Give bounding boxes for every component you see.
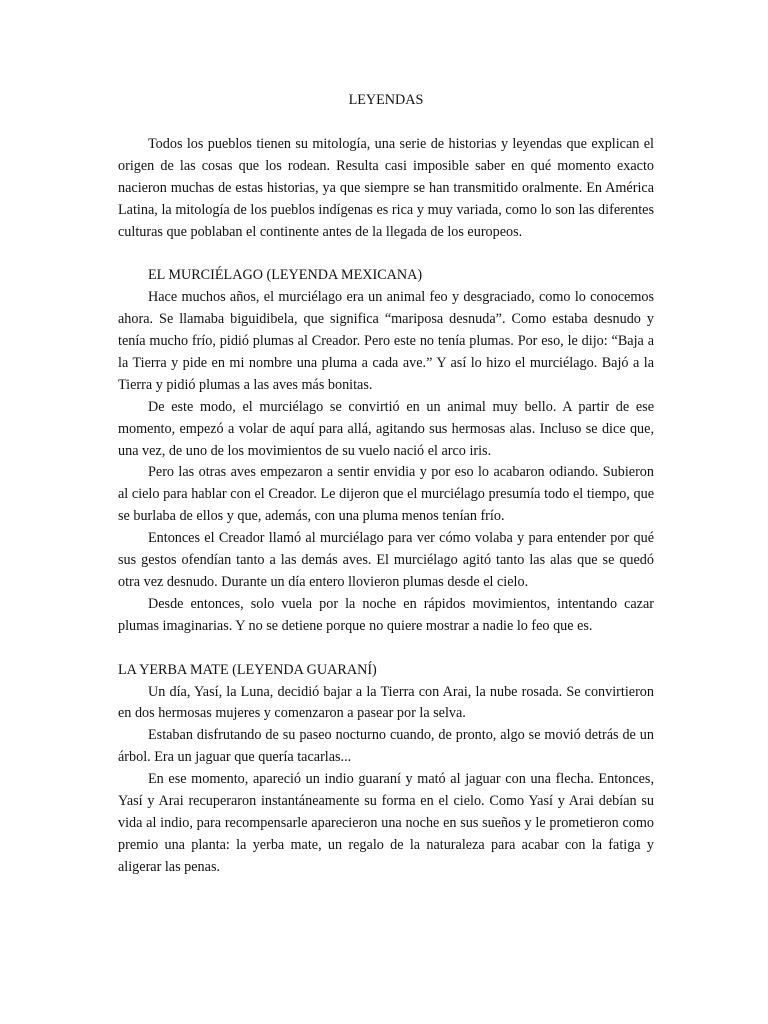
section-spacer	[118, 638, 654, 660]
section-heading-murcielago: EL MURCIÉLAGO (LEYENDA MEXICANA)	[148, 267, 423, 284]
document-page	[118, 90, 654, 879]
murcielago-paragraph-1: Hace muchos años, el murciélago era un animal feo y desgraciado, como lo conocemos ahora. Se llamaba biguidibela, que significa “mariposa desnuda”. Como estaba desnudo y tenía mucho frío, pidió plumas al Creador. Pero este no tenía plumas. Por eso, le dijo: “Baja a la Tierra y pide en mi nombre una pluma a cada ave.” Y así lo hizo el murciélago. Bajó a la Tierra y pidió plumas a las aves más bonitas.	[118, 289, 654, 393]
murcielago-paragraph-4: Entonces el Creador llamó al murciélago para ver cómo volaba y para entender por qué sus gestos ofendían tanto a las demás aves. El murciélago agitó tanto las alas que se quedó otra vez desnudo. Durante un día entero llovieron plumas desde el cielo.	[118, 530, 654, 591]
yerba-mate-paragraph-2: Estaban disfrutando de su paseo nocturno cuando, de pronto, algo se movió detrás de un árbol. Era un jaguar que quería tacarlas...	[118, 727, 654, 766]
murcielago-paragraph-2: De este modo, el murciélago se convirtió en un animal muy bello. A partir de ese momento, empezó a volar de aquí para allá, agitando sus hermosas alas. Incluso se dice que, una vez, de uno de los movimientos de su vuelo nació el arco iris.	[118, 398, 654, 459]
yerba-mate-paragraph-1: Un día, Yasí, la Luna, decidió bajar a la Tierra con Arai, la nube rosada. Se convirtieron en dos hermosas mujeres y comenzaron a pasear por la selva.	[118, 683, 654, 722]
yerba-mate-paragraph-3: En ese momento, apareció un indio guaraní y mató al jaguar con una flecha. Entonces, Yasí y Arai recuperaron instantáneamente su forma en el cielo. Como Yasí y Arai debían su vida al indio, para recompensarle aparecieron una noche en sus sueños y le prometieron como premio una planta: la yerba mate, un regalo de la naturaleza para acabar con la fatiga y aligerar las penas.	[118, 771, 654, 875]
document-title: LEYENDAS	[348, 92, 424, 108]
section-heading-yerba-mate: LA YERBA MATE (LEYENDA GUARANÍ)	[118, 661, 377, 678]
murcielago-paragraph-3: Pero las otras aves empezaron a sentir envidia y por eso lo acabaron odiando. Subieron al cielo para hablar con el Creador. Le dijeron que el murciélago presumía todo el tiempo, que se burlaba de ellos y que, además, con una pluma menos tenían frío.	[118, 464, 654, 525]
section-spacer	[118, 243, 654, 265]
murcielago-paragraph-5: Desde entonces, solo vuela por la noche en rápidos movimientos, intentando cazar plumas imaginarias. Y no se detiene porque no quiere mostrar a nadie lo feo que es.	[118, 595, 654, 634]
intro-paragraph: Todos los pueblos tienen su mitología, una serie de historias y leyendas que explican el origen de las cosas que los rodean. Resulta casi imposible saber en qué momento exacto nacieron muchas de estas historias, ya que siempre se han transmitido oralmente. En América Latina, la mitología de los pueblos indígenas es rica y muy variada, como lo son las diferentes culturas que poblaban el continente antes de la llegada de los europeos.	[118, 135, 654, 240]
